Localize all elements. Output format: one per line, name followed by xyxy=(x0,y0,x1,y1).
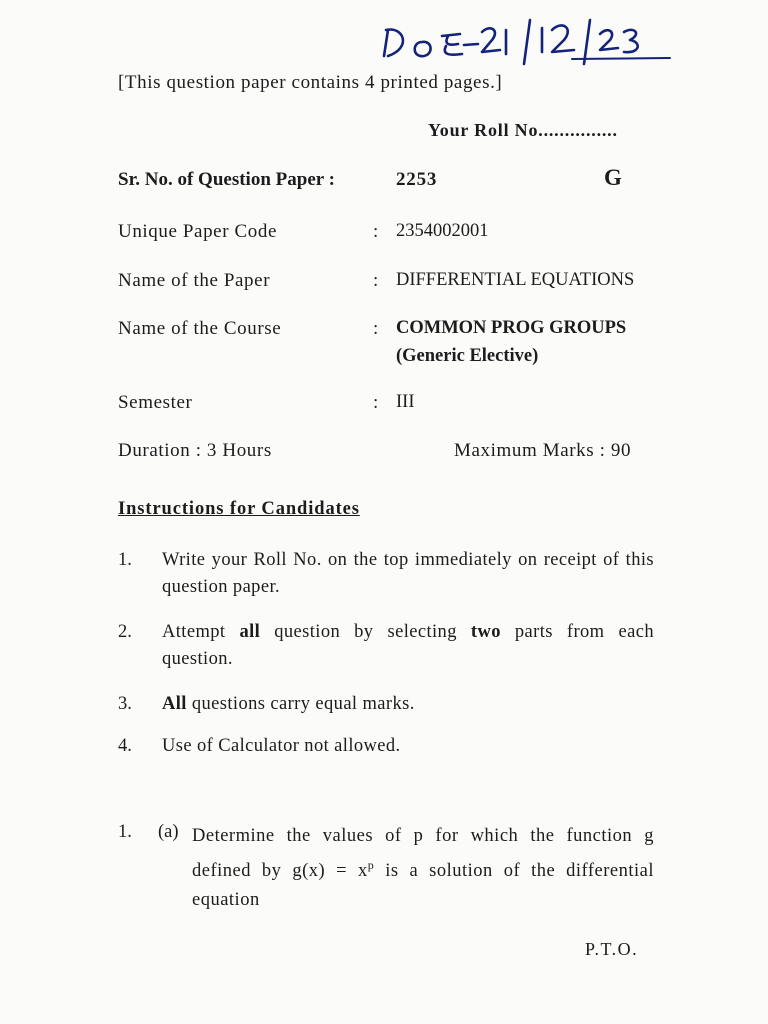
paper-name-colon: : xyxy=(373,270,379,291)
instruction-number: 4. xyxy=(118,736,132,756)
roll-number-line: Your Roll No............... xyxy=(428,120,618,140)
instruction-text: All questions carry equal marks. xyxy=(162,694,415,714)
question-text: Determine the values of p for which the function g defined by $g(x) = x^p$ is a solution of the differential equation xyxy=(192,826,654,911)
max-marks-text: Maximum Marks : 90 xyxy=(454,440,632,461)
page-count-note: [This question paper contains 4 printed pages.] xyxy=(118,72,503,93)
paper-code-label: Unique Paper Code xyxy=(118,221,277,242)
handwritten-date-ink xyxy=(378,12,678,68)
paper-name-value: DIFFERENTIAL EQUATIONS xyxy=(396,270,635,290)
course-name-colon: : xyxy=(373,318,379,339)
instruction-text: Attempt all question by selecting two parts from each question. xyxy=(162,622,654,669)
semester-colon: : xyxy=(373,392,379,413)
question-part-label: (a) xyxy=(158,822,179,842)
paper-code-colon: : xyxy=(373,221,379,242)
course-name-value: COMMON PROG GROUPS xyxy=(396,318,627,338)
instruction-number: 2. xyxy=(118,622,132,642)
course-type-value: (Generic Elective) xyxy=(396,346,539,366)
duration-text: Duration : 3 Hours xyxy=(118,440,272,461)
handwritten-date xyxy=(378,12,678,68)
instruction-text: Write your Roll No. on the top immediately on receipt of this question paper. xyxy=(162,550,654,597)
sr-no-value: 2253 xyxy=(396,169,438,190)
instruction-number: 1. xyxy=(118,550,132,570)
instruction-number: 3. xyxy=(118,694,132,714)
paper-set-letter: G xyxy=(604,165,622,190)
question-number: 1. xyxy=(118,822,132,842)
instruction-text: Use of Calculator not allowed. xyxy=(162,736,401,756)
instructions-title: Instructions for Candidates xyxy=(118,499,360,519)
please-turn-over: P.T.O. xyxy=(585,939,639,959)
paper-name-label: Name of the Paper xyxy=(118,270,271,291)
paper-code-value: 2354002001 xyxy=(396,221,489,241)
course-name-label: Name of the Course xyxy=(118,318,282,339)
semester-value: III xyxy=(396,392,415,412)
semester-label: Semester xyxy=(118,392,193,413)
sr-no-label: Sr. No. of Question Paper : xyxy=(118,169,335,190)
